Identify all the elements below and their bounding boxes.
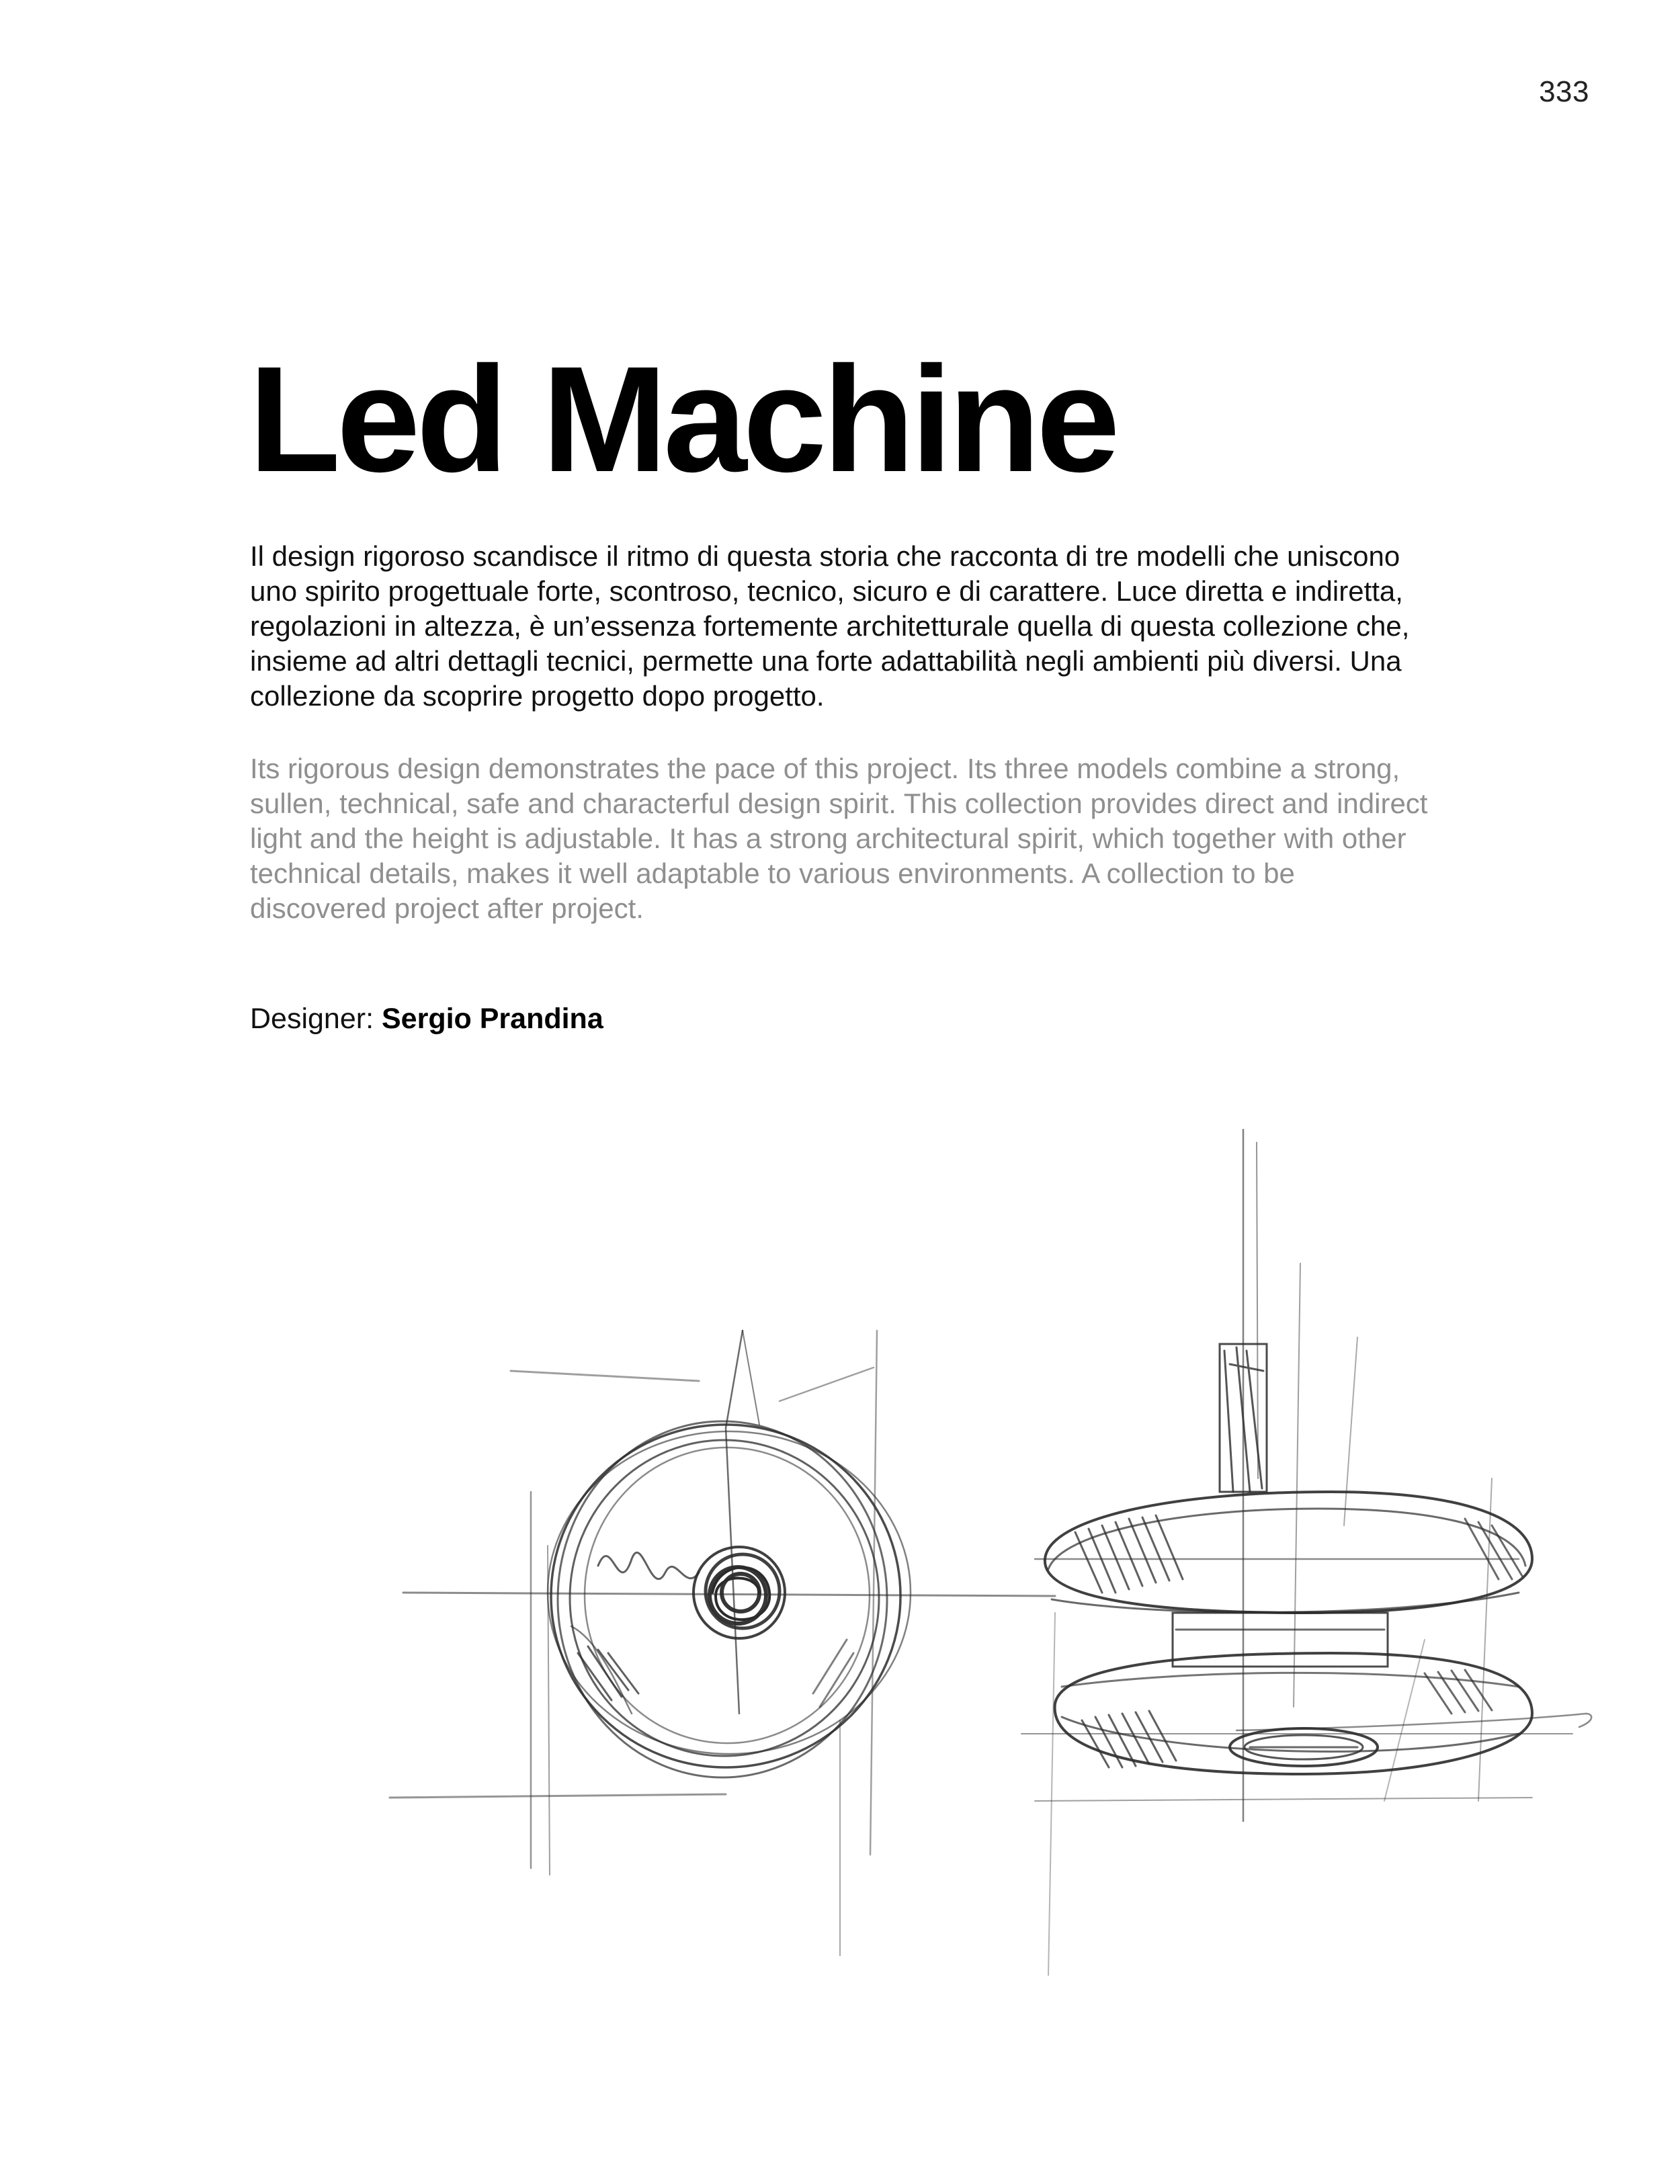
designer-name: Sergio Prandina bbox=[381, 1003, 603, 1035]
description-italian: Il design rigoroso scandisce il ritmo di questa storia che racconta di tre modelli che uniscono uno spirito progettuale forte, scontroso, tecnico, sicuro e di carattere. Luce diretta e indiretta, regolazioni in altezza, è un’essenza fortemente architetturale quella di questa collezione che, insieme ad altri dettagli tecnici, permette una forte adattabilità negli ambienti più diversi. Una collezione da scoprire progetto dopo progetto. bbox=[250, 540, 1410, 712]
page-number: 333 bbox=[1539, 75, 1589, 108]
product-title: Led Machine bbox=[249, 335, 1116, 503]
designer-credit bbox=[250, 1001, 603, 1036]
designer-label: Designer: bbox=[250, 1003, 374, 1035]
product-sketch bbox=[376, 1129, 1613, 1976]
sketch-side-view bbox=[1021, 1129, 1591, 1821]
description-english: Its rigorous design demonstrates the pace of this project. Its three models combine a strong, sullen, technical, safe and characterful design spirit. This collection provides direct and indirect light and the height is adjustable. It has a strong architectural spirit, which together with other technical details, makes it well adaptable to various environments. A collection to be discovered project after project. bbox=[250, 753, 1428, 924]
sketch-top-view bbox=[390, 1331, 1055, 1976]
